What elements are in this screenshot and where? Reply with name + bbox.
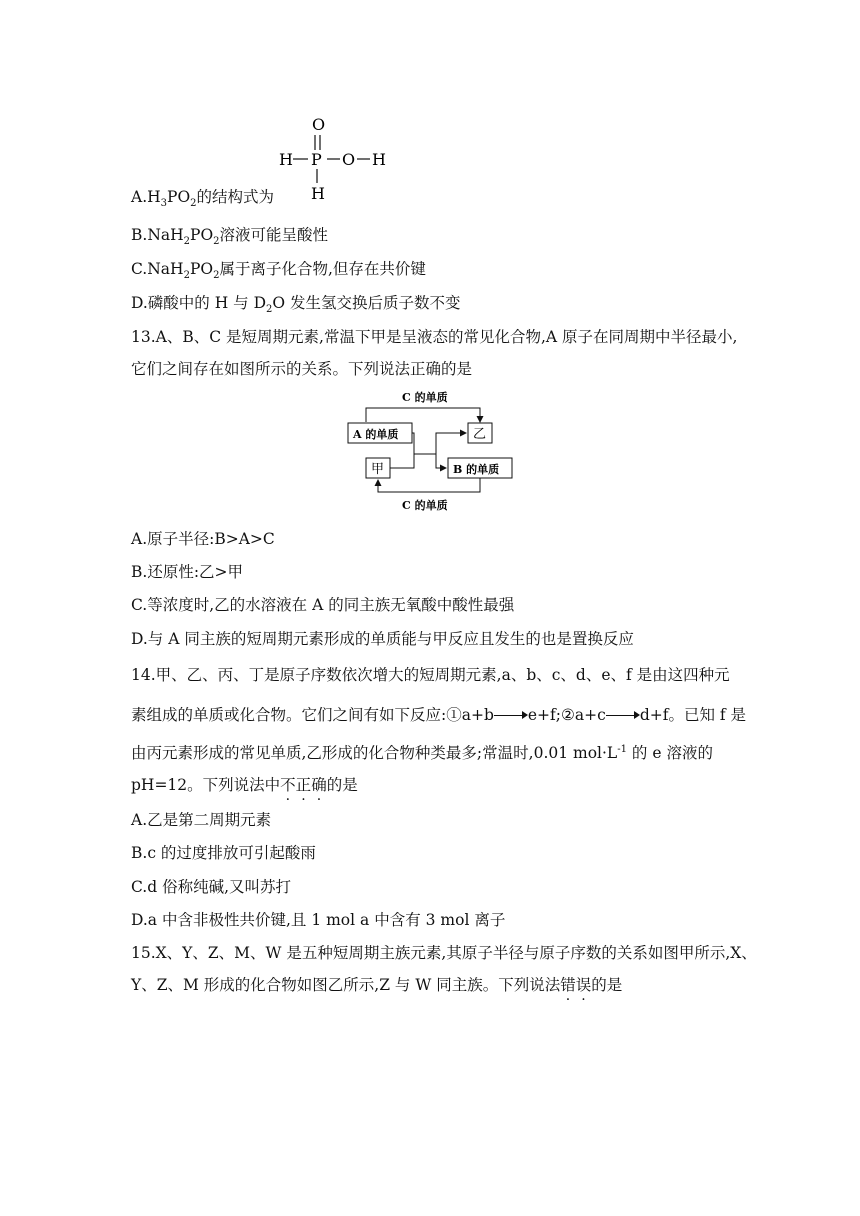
q13-option-a: A.原子半径:B>A>C xyxy=(131,530,275,548)
emphasis-char: 误 xyxy=(575,976,592,994)
q14-option-d: D.a 中含非极性共价键,且 1 mol a 中含有 3 mol 离子 xyxy=(131,911,506,929)
q14-option-c: C.d 俗称纯碱,又叫苏打 xyxy=(131,878,292,896)
q13-reaction-diagram xyxy=(344,386,514,516)
q12-option-c: $C.NaH_2PO_2$属于离子化合物,但存在共价键 xyxy=(131,260,426,282)
q12-option-b: $B.NaH_2PO_2$溶液可能呈酸性 xyxy=(131,226,329,248)
structural-formula-h3po2 xyxy=(276,112,396,204)
emphasis-char: 不 xyxy=(280,776,296,794)
q12-option-d: D.磷酸中的 H 与 $D_2O$ 发生氢交换后质子数不变 xyxy=(131,294,461,316)
atom-h-bottom: H xyxy=(311,184,325,203)
reaction-arrow-2 xyxy=(606,711,640,721)
atom-h-right: H xyxy=(372,150,386,169)
emphasis-char: 确 xyxy=(311,776,327,794)
q14-stem-line3: 由丙元素形成的常见单质,乙形成的化合物种类最多;常温时,0.01 $mol\cdot L^{-1}$ 的 e 溶液的 xyxy=(131,743,713,762)
q14-option-b: B.c 的过度排放可引起酸雨 xyxy=(131,844,316,862)
emphasis-char: 错 xyxy=(560,976,576,994)
diagram-bottom-label: C 的单质 xyxy=(402,499,448,512)
reaction-arrow-1 xyxy=(494,711,528,721)
atom-o-right: O xyxy=(342,150,356,169)
box-a-element: A 的单质 xyxy=(353,428,399,441)
q13-option-b: B.还原性:乙>甲 xyxy=(131,563,244,581)
box-jia: 甲 xyxy=(371,462,385,477)
q14-option-a: A.乙是第二周期元素 xyxy=(131,811,272,829)
q12-option-a: $A.H_3PO_2$的结构式为 xyxy=(131,188,275,210)
box-yi: 乙 xyxy=(473,427,487,442)
q13-stem-line1: 13.A、B、C 是短周期元素,常温下甲是呈液态的常见化合物,A 原子在同周期中半径最小, xyxy=(131,328,738,346)
q14-stem-line4: pH=12。下列说法中不正确的是 xyxy=(131,776,358,794)
atom-o-top: O xyxy=(312,115,326,134)
q14-stem-line1: 14.甲、乙、丙、丁是原子序数依次增大的短周期元素,a、b、c、d、e、f 是由这四种元 xyxy=(131,666,730,684)
q15-stem-line1: 15.X、Y、Z、M、W 是五种短周期主族元素,其原子半径与原子序数的关系如图甲所示,X、 xyxy=(131,944,757,962)
q15-stem-line2: Y、Z、M 形成的化合物如图乙所示,Z 与 W 同主族。下列说法错误的是 xyxy=(131,976,623,994)
box-b-element: B 的单质 xyxy=(453,463,500,476)
atom-h-left: H xyxy=(279,150,293,169)
atom-p: P xyxy=(311,150,322,169)
emphasis-char: 正 xyxy=(295,776,312,794)
q13-option-d: D.与 A 同主族的短周期元素形成的单质能与甲反应且发生的也是置换反应 xyxy=(131,630,634,648)
q13-option-c: C.等浓度时,乙的水溶液在 A 的同主族无氧酸中酸性最强 xyxy=(131,596,515,614)
q13-stem-line2: 它们之间存在如图所示的关系。下列说法正确的是 xyxy=(131,360,473,378)
diagram-top-label: C 的单质 xyxy=(402,391,448,404)
q14-stem-line2: 素组成的单质或化合物。它们之间有如下反应:①a+b e+f;②a+c d+f。已知 f 是 xyxy=(131,706,747,724)
